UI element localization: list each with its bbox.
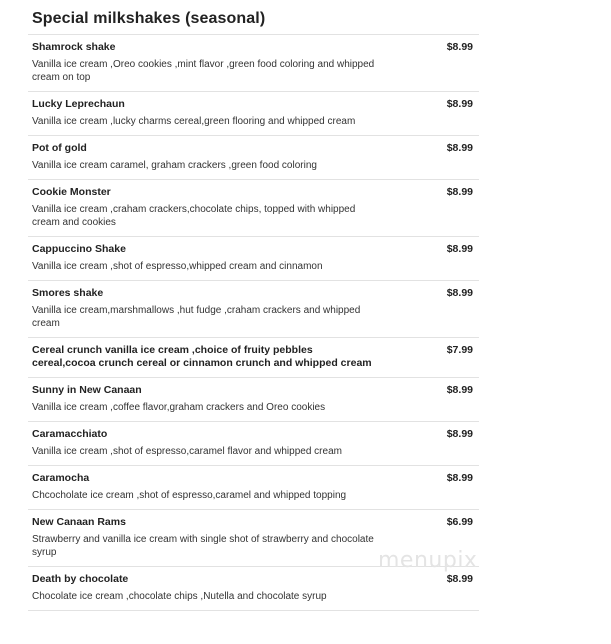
- item-name: Pot of gold: [32, 142, 87, 154]
- item-price: $6.99: [446, 516, 473, 528]
- menu-item: [28, 466, 479, 510]
- item-name: Caramocha: [32, 472, 90, 484]
- item-description: Vanilla ice cream ,craham crackers,chocolate chips, topped with whipped cream and cookies: [32, 204, 356, 228]
- menu-item: [28, 237, 479, 281]
- item-price: $8.99: [446, 41, 473, 53]
- item-name: Cookie Monster: [32, 186, 111, 198]
- item-description: Vanilla ice cream caramel, graham crackers ,green food coloring: [32, 160, 317, 171]
- item-description: Strawberry and vanilla ice cream with single shot of strawberry and chocolate syrup: [32, 534, 374, 558]
- item-description: Vanilla ice cream ,Oreo cookies ,mint flavor ,green food coloring and whipped cream on top: [32, 59, 375, 83]
- item-name: Caramacchiato: [32, 428, 108, 440]
- item-price: $8.99: [446, 186, 473, 198]
- item-price: $8.99: [446, 287, 473, 299]
- item-name: Shamrock shake: [32, 41, 116, 53]
- menu-item: [28, 92, 479, 136]
- item-description: Vanilla ice cream ,shot of espresso,whipped cream and cinnamon: [32, 261, 323, 272]
- menu-item: [28, 422, 479, 466]
- menu-item: [28, 136, 479, 180]
- item-price: $7.99: [446, 344, 473, 356]
- item-description: Vanilla ice cream ,shot of espresso,caramel flavor and whipped cream: [32, 446, 342, 457]
- item-price: $8.99: [446, 243, 473, 255]
- item-price: $8.99: [446, 472, 473, 484]
- watermark-logo: menupix: [378, 548, 478, 573]
- item-price: $8.99: [446, 98, 473, 110]
- menu-item: [28, 338, 479, 378]
- item-name: Cappuccino Shake: [32, 243, 126, 255]
- menu-item: [28, 378, 479, 422]
- item-price: $8.99: [446, 573, 473, 585]
- item-name: New Canaan Rams: [32, 516, 126, 528]
- item-name: Smores shake: [32, 287, 104, 299]
- item-description: Vanilla ice cream ,lucky charms cereal,green flooring and whipped cream: [32, 116, 356, 127]
- item-price: $8.99: [446, 142, 473, 154]
- item-description: Chocolate ice cream ,chocolate chips ,Nutella and chocolate syrup: [32, 591, 327, 602]
- menu-list: [28, 34, 479, 611]
- menu-item: [28, 35, 479, 92]
- item-price: $8.99: [446, 428, 473, 440]
- item-price: $8.99: [446, 384, 473, 396]
- item-name: Death by chocolate: [32, 573, 129, 585]
- menu-item: [28, 180, 479, 237]
- menu-item: [28, 567, 479, 611]
- item-name: Lucky Leprechaun: [32, 98, 125, 110]
- item-name: Cereal crunch vanilla ice cream ,choice of fruity pebbles cereal,cocoa crunch cereal or cinnamon crunch and whipped cream: [32, 344, 372, 369]
- menu-item: [28, 281, 479, 338]
- item-description: Vanilla ice cream,marshmallows ,hut fudge ,craham crackers and whipped cream: [32, 305, 361, 329]
- item-name: Sunny in New Canaan: [32, 384, 142, 396]
- item-description: Chcocholate ice cream ,shot of espresso,caramel and whipped topping: [32, 490, 347, 501]
- section-title: Special milkshakes (seasonal): [32, 10, 266, 27]
- item-description: Vanilla ice cream ,coffee flavor,graham crackers and Oreo cookies: [32, 402, 326, 413]
